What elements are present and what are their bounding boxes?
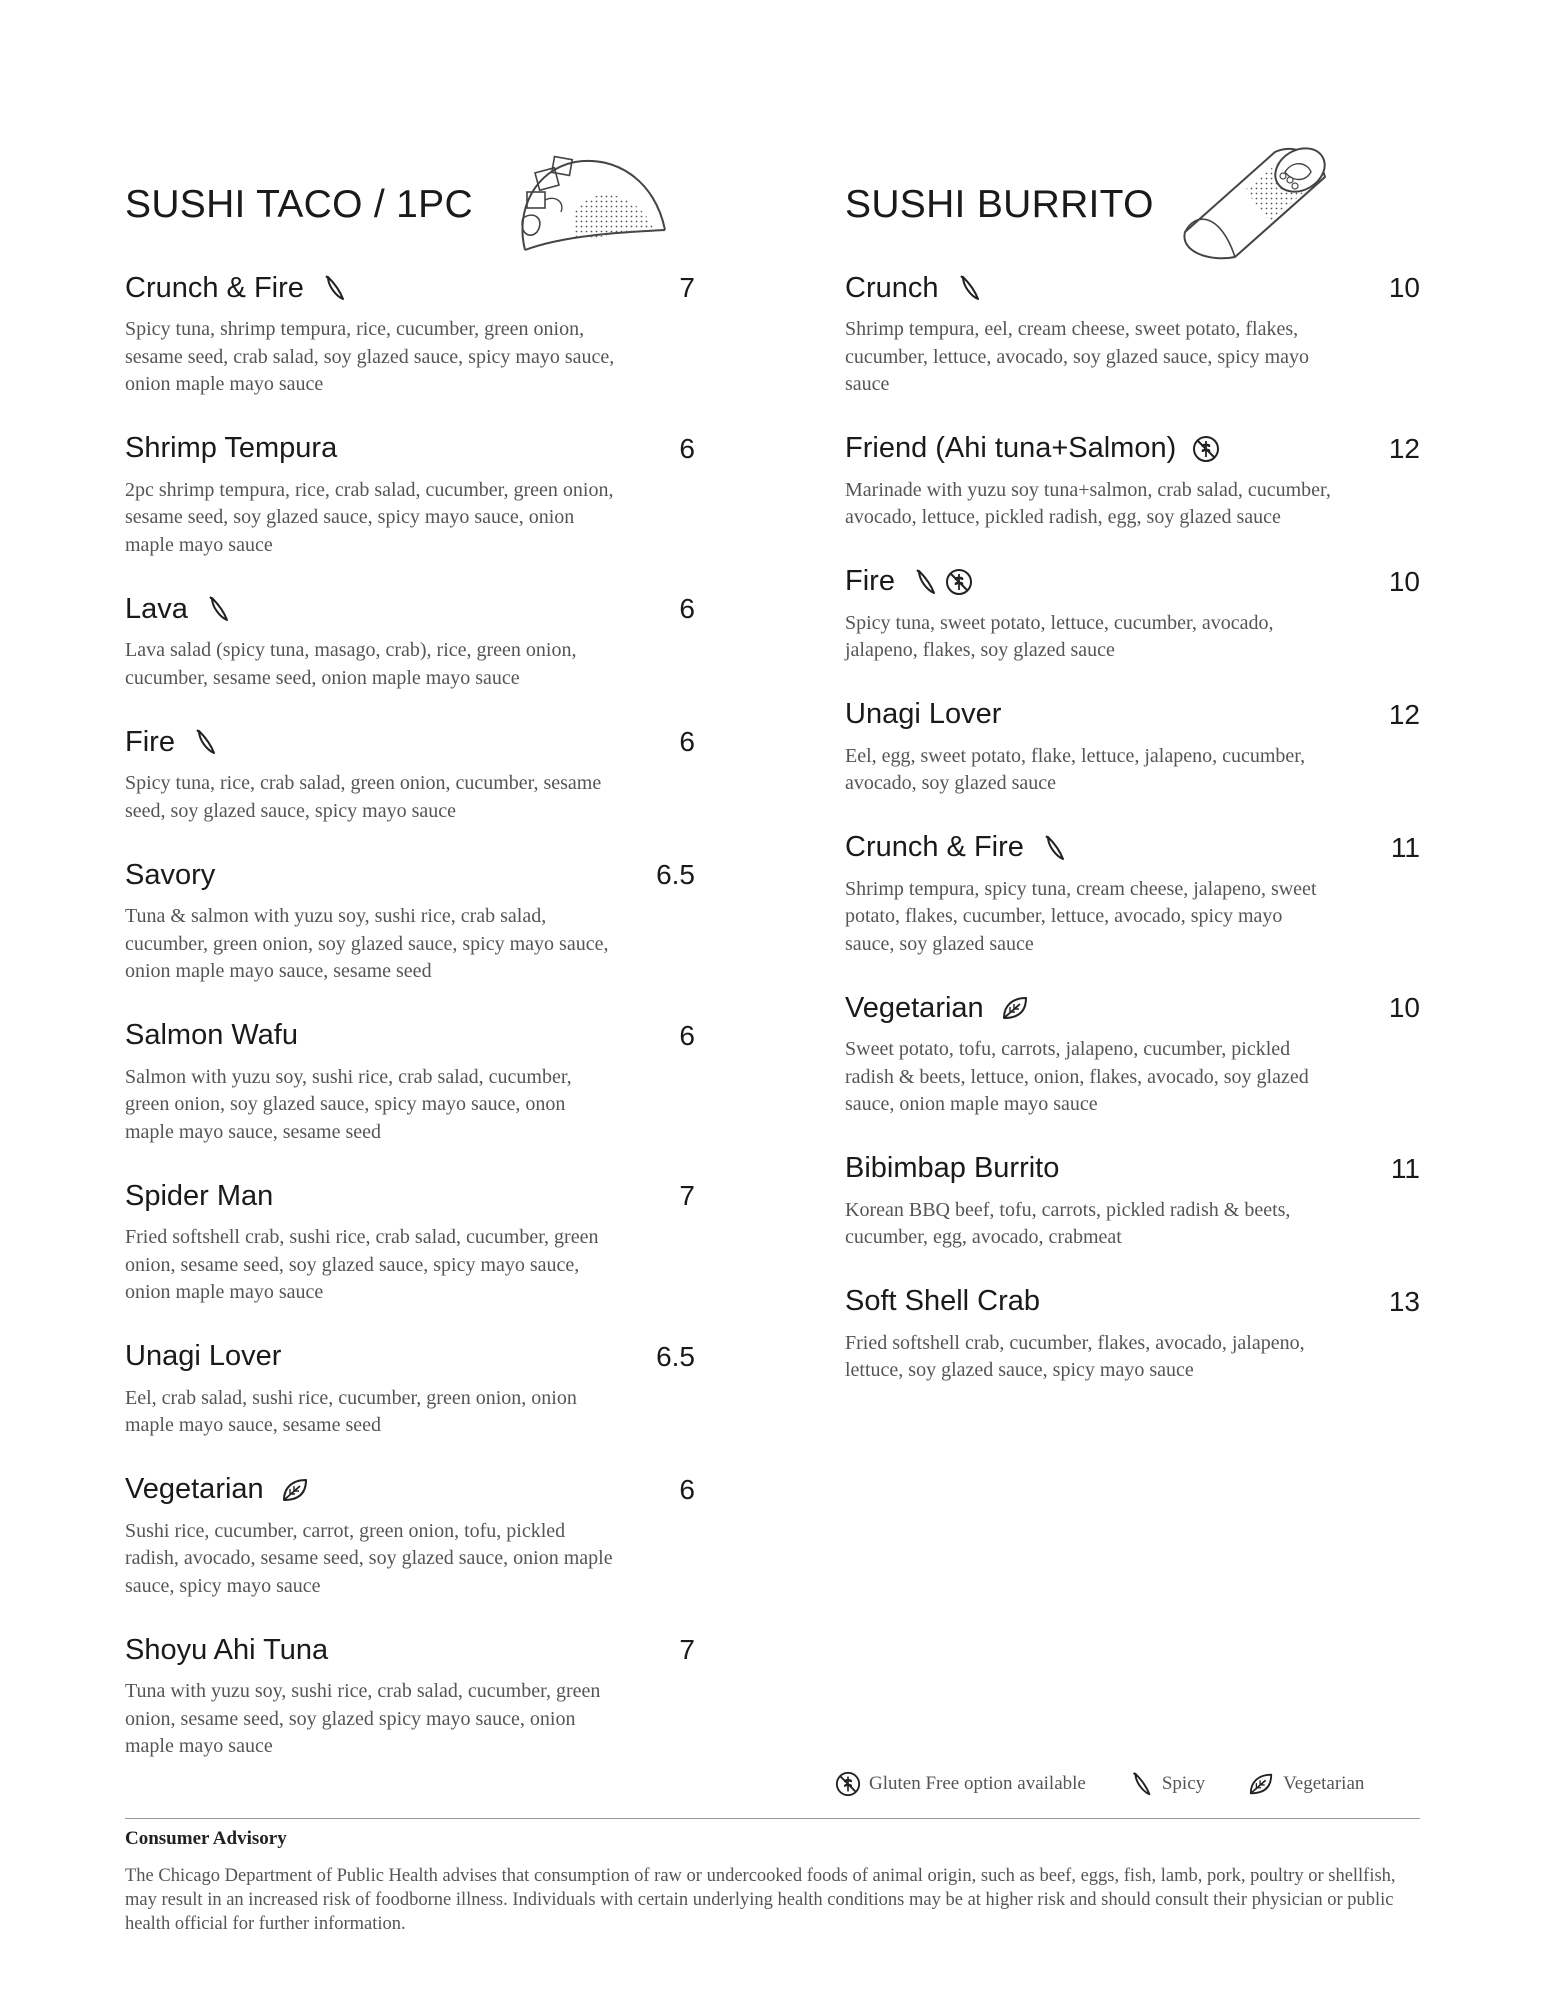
sushi-burrito-title: SUSHI BURRITO	[845, 183, 1154, 226]
consumer-advisory	[125, 1828, 1425, 1936]
footer-divider	[125, 1818, 1420, 1819]
item-price: 6	[679, 1473, 695, 1505]
item-name: Salmon Wafu	[125, 1019, 298, 1051]
item-price: 13	[1388, 1285, 1420, 1317]
item-price: 6	[679, 726, 695, 757]
item-description: Spicy tuna, rice, crab salad, green onion, cucumber, sesame seed, soy glazed sauce, spicy mayo sauce	[125, 772, 602, 822]
sushi-taco-header	[125, 140, 700, 268]
item-name: Crunch & Fire	[845, 831, 1024, 863]
taco-illustration-icon	[505, 140, 685, 260]
item-description: Spicy tuna, shrimp tempura, rice, cucumber, green onion, sesame seed, crab salad, soy glazed sauce, spicy mayo sauce, onion maple mayo sauce	[125, 318, 615, 395]
item-name: Fire	[125, 725, 175, 758]
vegetarian-icon	[1247, 1771, 1275, 1797]
menu-item	[845, 562, 1420, 665]
vegetarian-icon	[1000, 994, 1030, 1022]
item-description: Eel, egg, sweet potato, flake, lettuce, jalapeno, cucumber, avocado, soy glazed sauce	[845, 744, 1306, 794]
item-description: Marinade with yuzu soy tuna+salmon, crab salad, cucumber, avocado, lettuce, pickled radish, egg, soy glazed sauce	[845, 478, 1331, 528]
spicy-icon	[204, 595, 232, 623]
legend-label: Vegetarian	[1283, 1773, 1365, 1794]
item-price: 12	[1388, 698, 1420, 730]
legend-spicy	[1128, 1771, 1205, 1797]
item-description: Tuna with yuzu soy, sushi rice, crab salad, cucumber, green onion, sesame seed, soy glazed spicy mayo sauce, onion maple mayo sauce	[125, 1680, 601, 1757]
advisory-text: The Chicago Department of Public Health advises that consumption of raw or undercooked foods of animal origin, such as beef, eggs, fish, lamb, pork, poultry or shellfish, may result in an increased risk of foodborne illness. Individuals with certain underlying health conditions may be at higher risk and should consult their physician or public health official for further information.	[125, 1866, 1396, 1934]
item-name: Crunch	[845, 271, 939, 304]
item-name: Vegetarian	[845, 991, 984, 1024]
item-description: 2pc shrimp tempura, rice, crab salad, cucumber, green onion, sesame seed, soy glazed sauce, spicy mayo sauce, onion maple mayo sauce	[125, 478, 614, 556]
menu-item	[125, 1016, 700, 1147]
item-name: Crunch & Fire	[125, 271, 304, 304]
item-description: Shrimp tempura, eel, cream cheese, sweet potato, flakes, cucumber, lettuce, avocado, soy glazed sauce, spicy mayo sauce	[845, 318, 1310, 395]
menu-item	[845, 1282, 1420, 1385]
item-name: Savory	[125, 858, 216, 891]
legend-label: Gluten Free option available	[869, 1773, 1086, 1794]
item-price: 6.5	[656, 1340, 695, 1372]
spicy-icon	[191, 728, 219, 756]
menu-item	[125, 855, 700, 986]
item-description: Fried softshell crab, sushi rice, crab salad, cucumber, green onion, sesame seed, soy glazed sauce, spicy mayo sauce, onion maple mayo sauce	[125, 1226, 599, 1303]
menu-item	[125, 1337, 700, 1440]
menu-item	[845, 429, 1420, 532]
icon-legend	[835, 1771, 1364, 1797]
item-price: 10	[1388, 992, 1420, 1023]
item-description: Tuna & salmon with yuzu soy, sushi rice, crab salad, cucumber, green onion, soy glazed sauce, spicy mayo sauce, onion maple mayo sauce, sesame seed	[125, 905, 609, 982]
advisory-title: Consumer Advisory	[125, 1828, 287, 1849]
menu-item	[125, 1470, 700, 1601]
item-price: 12	[1388, 432, 1420, 464]
menu-item	[125, 1176, 700, 1307]
sushi-burrito-section	[845, 140, 1420, 1415]
item-price: 6	[679, 1019, 695, 1051]
item-description: Sushi rice, cucumber, carrot, green onion, tofu, pickled radish, avocado, sesame seed, soy glazed sauce, onion maple sauce, spicy mayo sauce	[125, 1519, 613, 1597]
menu-item	[845, 268, 1420, 399]
item-name: Unagi Lover	[845, 698, 1002, 730]
menu-item	[125, 589, 700, 692]
item-name: Shoyu Ahi Tuna	[125, 1633, 329, 1666]
item-description: Eel, crab salad, sushi rice, cucumber, green onion, onion maple mayo sauce, sesame seed	[125, 1386, 577, 1436]
menu-item	[845, 1149, 1420, 1252]
item-description: Korean BBQ beef, tofu, carrots, pickled radish & beets, cucumber, egg, avocado, crabmeat	[845, 1198, 1291, 1248]
item-description: Sweet potato, tofu, carrots, jalapeno, cucumber, pickled radish & beets, lettuce, onion, flakes, avocado, soy glazed sauce, onion maple mayo sauce	[845, 1038, 1309, 1115]
burrito-illustration-icon	[1165, 132, 1345, 262]
spicy-icon	[320, 274, 348, 302]
menu-item	[845, 695, 1420, 798]
item-price: 11	[1390, 831, 1420, 863]
item-description: Lava salad (spicy tuna, masago, crab), rice, green onion, cucumber, sesame seed, onion maple mayo sauce	[125, 639, 577, 689]
legend-gluten-free	[835, 1771, 1086, 1797]
spicy-icon	[955, 274, 983, 302]
sushi-burrito-list	[845, 268, 1420, 1385]
gluten-free-icon	[945, 568, 973, 596]
item-name: Lava	[125, 592, 188, 625]
gluten-free-icon	[835, 1771, 861, 1797]
item-name: Fire	[845, 565, 895, 597]
gluten-free-icon	[1192, 435, 1220, 463]
item-name: Shrimp Tempura	[125, 432, 338, 464]
item-description: Spicy tuna, sweet potato, lettuce, cucumber, avocado, jalapeno, flakes, soy glazed sauce	[845, 611, 1274, 661]
legend-label: Spicy	[1161, 1773, 1206, 1794]
item-description: Shrimp tempura, spicy tuna, cream cheese, jalapeno, sweet potato, flakes, cucumber, lettuce, avocado, spicy mayo sauce, soy glazed sauce	[845, 877, 1317, 955]
item-name: Friend (Ahi tuna+Salmon)	[845, 432, 1177, 464]
item-description: Salmon with yuzu soy, sushi rice, crab salad, cucumber, green onion, soy glazed sauce, spicy mayo sauce, onon maple mayo sauce, sesame seed	[125, 1065, 572, 1143]
item-name: Unagi Lover	[125, 1340, 282, 1372]
item-name: Bibimbap Burrito	[845, 1152, 1060, 1184]
menu-item	[125, 722, 700, 825]
item-price: 10	[1388, 272, 1420, 303]
menu-item	[845, 988, 1420, 1119]
sushi-burrito-header	[845, 140, 1420, 268]
item-price: 6	[679, 432, 695, 464]
spicy-icon	[911, 568, 939, 596]
vegetarian-icon	[280, 1476, 310, 1504]
item-name: Spider Man	[125, 1179, 274, 1212]
sushi-taco-title: SUSHI TACO / 1PC	[125, 183, 473, 226]
item-price: 11	[1390, 1152, 1420, 1184]
item-name: Vegetarian	[125, 1473, 264, 1505]
item-name: Soft Shell Crab	[845, 1285, 1041, 1317]
sushi-taco-list	[125, 268, 700, 1761]
spicy-icon	[1128, 1771, 1154, 1797]
item-price: 6	[679, 593, 695, 624]
spicy-icon	[1040, 834, 1068, 862]
item-price: 7	[679, 1634, 695, 1665]
item-price: 7	[679, 1180, 695, 1211]
sushi-taco-section	[125, 140, 700, 1791]
item-price: 7	[679, 272, 695, 303]
item-price: 6.5	[656, 859, 695, 890]
menu-item	[125, 429, 700, 560]
legend-vegetarian	[1247, 1771, 1364, 1797]
menu-item	[845, 828, 1420, 959]
menu-item	[125, 1630, 700, 1761]
item-price: 10	[1388, 565, 1420, 597]
menu-item	[125, 268, 700, 399]
item-description: Fried softshell crab, cucumber, flakes, avocado, jalapeno, lettuce, soy glazed sauce, spicy mayo sauce	[845, 1331, 1305, 1381]
